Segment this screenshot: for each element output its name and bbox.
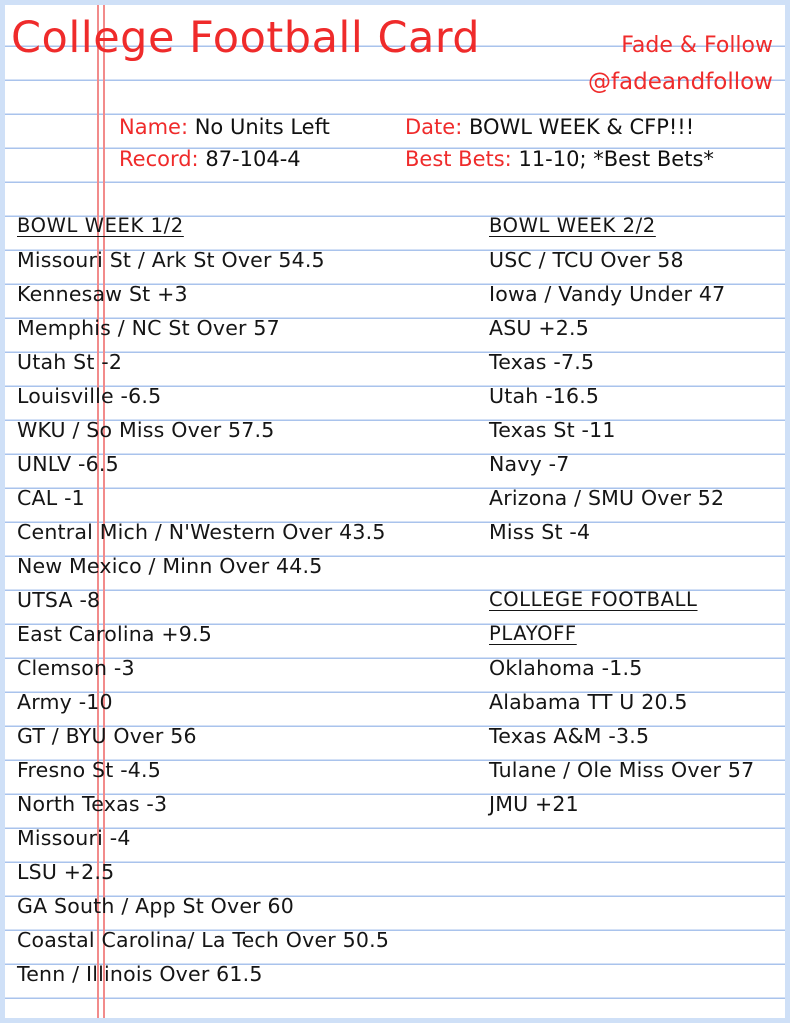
pick-item: Texas A&M -3.5 xyxy=(489,724,650,748)
pick-item: Tulane / Ole Miss Over 57 xyxy=(489,758,755,782)
pick-item: GT / BYU Over 56 xyxy=(17,724,197,748)
section-heading: BOWL WEEK 1/2 xyxy=(17,214,184,237)
pick-item: Alabama TT U 20.5 xyxy=(489,690,688,714)
spacer xyxy=(489,547,779,581)
pick-item: Army -10 xyxy=(17,690,113,714)
pick-item: Arizona / SMU Over 52 xyxy=(489,486,725,510)
best-bets-field xyxy=(405,147,714,171)
pick-item: Tenn / Illinois Over 61.5 xyxy=(17,962,263,986)
date-label: Date: xyxy=(405,115,463,139)
pick-item: Missouri -4 xyxy=(17,826,131,850)
name-field xyxy=(119,115,330,139)
pick-item: Navy -7 xyxy=(489,452,570,476)
pick-item: Louisville -6.5 xyxy=(17,384,162,408)
name-value: No Units Left xyxy=(194,115,330,139)
pick-item: LSU +2.5 xyxy=(17,860,115,884)
pick-item: CAL -1 xyxy=(17,486,85,510)
left-column xyxy=(17,207,457,989)
pick-item: Kennesaw St +3 xyxy=(17,282,188,306)
pick-item: GA South / App St Over 60 xyxy=(17,894,294,918)
date-value: BOWL WEEK & CFP!!! xyxy=(468,115,695,139)
name-label: Name: xyxy=(119,115,189,139)
pick-item: Utah St -2 xyxy=(17,350,123,374)
pick-item: Coastal Carolina/ La Tech Over 50.5 xyxy=(17,928,390,952)
pick-item: JMU +21 xyxy=(489,792,579,816)
best-bets-value: 11-10; *Best Bets* xyxy=(518,147,714,171)
pick-item: Central Mich / N'Western Over 43.5 xyxy=(17,520,386,544)
pick-item: Iowa / Vandy Under 47 xyxy=(489,282,726,306)
date-field xyxy=(405,115,694,139)
brand-handle: @fadeandfollow xyxy=(587,69,773,95)
pick-item: Utah -16.5 xyxy=(489,384,600,408)
notebook-page xyxy=(5,5,785,1018)
brand-name: Fade & Follow xyxy=(621,33,773,58)
page-title: College Football Card xyxy=(11,13,481,63)
pick-item: Clemson -3 xyxy=(17,656,135,680)
best-bets-label: Best Bets: xyxy=(405,147,512,171)
pick-item: UTSA -8 xyxy=(17,588,101,612)
pick-item: Texas -7.5 xyxy=(489,350,595,374)
pick-item: USC / TCU Over 58 xyxy=(489,248,684,272)
pick-item: North Texas -3 xyxy=(17,792,168,816)
pick-list xyxy=(17,241,457,989)
pick-item: Missouri St / Ark St Over 54.5 xyxy=(17,248,325,272)
right-column xyxy=(489,207,779,819)
pick-item: ASU +2.5 xyxy=(489,316,589,340)
pick-item: Memphis / NC St Over 57 xyxy=(17,316,280,340)
pick-item: Miss St -4 xyxy=(489,520,591,544)
pick-list xyxy=(489,241,779,547)
pick-item: Oklahoma -1.5 xyxy=(489,656,643,680)
section-heading: BOWL WEEK 2/2 xyxy=(489,214,656,237)
record-field xyxy=(119,147,301,171)
pick-item: Fresno St -4.5 xyxy=(17,758,161,782)
playoff-heading: PLAYOFF xyxy=(489,622,577,645)
record-value: 87-104-4 xyxy=(205,147,301,171)
pick-item: Texas St -11 xyxy=(489,418,616,442)
pick-item: New Mexico / Minn Over 44.5 xyxy=(17,554,323,578)
pick-item: UNLV -6.5 xyxy=(17,452,119,476)
record-label: Record: xyxy=(119,147,199,171)
pick-item: WKU / So Miss Over 57.5 xyxy=(17,418,275,442)
pick-item: East Carolina +9.5 xyxy=(17,622,212,646)
playoff-heading: COLLEGE FOOTBALL xyxy=(489,588,698,611)
pick-list xyxy=(489,649,779,819)
